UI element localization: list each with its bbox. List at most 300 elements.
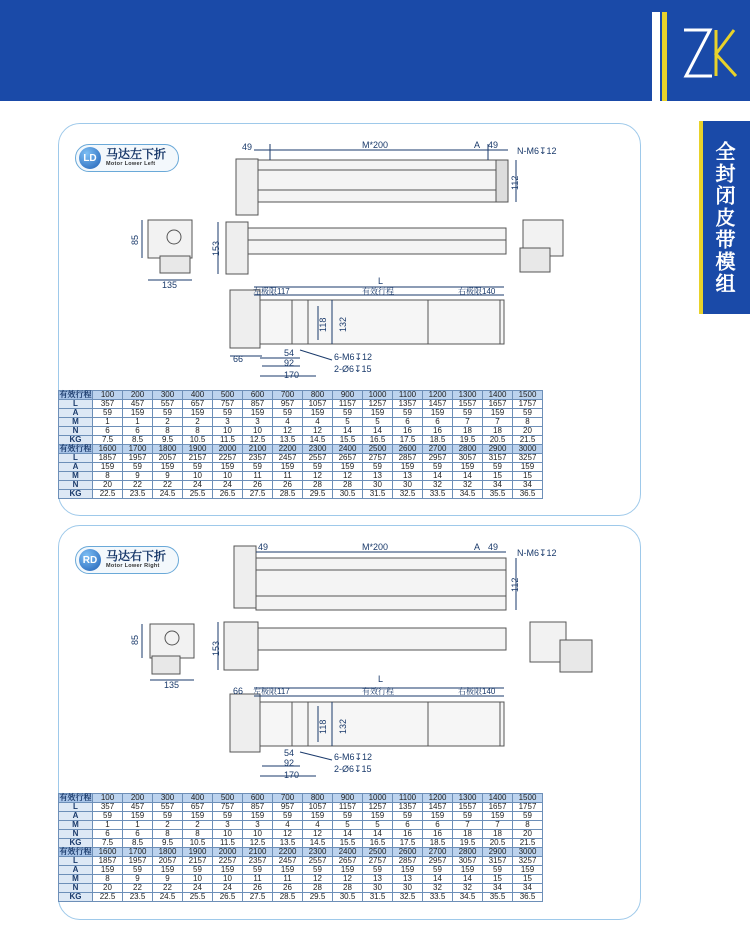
- table-cell: 11: [243, 875, 273, 884]
- table-cell: 1857: [93, 857, 123, 866]
- table-cell: 6: [423, 821, 453, 830]
- table-cell: 2857: [393, 454, 423, 463]
- table-cell: 10: [213, 830, 243, 839]
- table-cell: 28: [333, 481, 363, 490]
- table-cell: 7: [483, 418, 513, 427]
- table-cell: 15: [513, 472, 543, 481]
- table-cell: 13: [363, 472, 393, 481]
- row-label: M: [59, 472, 93, 481]
- table-cell: 2957: [423, 857, 453, 866]
- table-cell: 59: [153, 812, 183, 821]
- table-cell: 26: [243, 884, 273, 893]
- table-cell: 24: [183, 884, 213, 893]
- table-cell: 10: [183, 875, 213, 884]
- table-cell: 159: [363, 812, 393, 821]
- table-cell: 1800: [153, 848, 183, 857]
- table-cell: 28: [303, 884, 333, 893]
- table-cell: 657: [183, 803, 213, 812]
- table-cell: 59: [153, 409, 183, 418]
- table-cell: 18.5: [423, 839, 453, 848]
- table-cell: 11: [273, 472, 303, 481]
- table-cell: 159: [483, 409, 513, 418]
- dim-170: 170: [284, 370, 300, 380]
- table-cell: 2957: [423, 454, 453, 463]
- table-cell: 24.5: [153, 490, 183, 499]
- table-cell: 20.5: [483, 839, 513, 848]
- table-cell: 22.5: [93, 490, 123, 499]
- row-label: N: [59, 830, 93, 839]
- table-cell: 2100: [243, 445, 273, 454]
- table-cell: 1600: [93, 848, 123, 857]
- table-cell: 700: [273, 391, 303, 400]
- table-cell: 59: [183, 463, 213, 472]
- table-cell: 12.5: [243, 839, 273, 848]
- table-cell: 700: [273, 794, 303, 803]
- table-cell: 457: [123, 803, 153, 812]
- table-cell: 100: [93, 391, 123, 400]
- table-cell: 14: [453, 472, 483, 481]
- table-cell: 34: [513, 481, 543, 490]
- table-cell: 2257: [213, 454, 243, 463]
- dim-effective-stroke: 有效行程: [362, 687, 394, 696]
- table-cell: 2300: [303, 848, 333, 857]
- table-cell: 16: [393, 830, 423, 839]
- table-cell: 33.5: [423, 490, 453, 499]
- table-cell: 8: [183, 830, 213, 839]
- table-cell: 2800: [453, 445, 483, 454]
- table-cell: 400: [183, 391, 213, 400]
- table-cell: 1257: [363, 803, 393, 812]
- table-cell: 600: [243, 794, 273, 803]
- table-cell: 5: [333, 821, 363, 830]
- table-cell: 22: [123, 481, 153, 490]
- table-cell: 2057: [153, 454, 183, 463]
- table-cell: 16.5: [363, 839, 393, 848]
- table-cell: 24: [213, 481, 243, 490]
- dim-a: A: [474, 140, 481, 150]
- table-cell: 13: [393, 875, 423, 884]
- table-cell: 2900: [483, 445, 513, 454]
- table-cell: 14: [423, 875, 453, 884]
- table-cell: 12: [273, 427, 303, 436]
- model-code: RD: [79, 549, 101, 571]
- table-cell: 9.5: [153, 436, 183, 445]
- table-cell: 3: [213, 821, 243, 830]
- dim-132: 132: [338, 316, 348, 332]
- dim-118: 118: [318, 719, 328, 734]
- table-cell: 59: [213, 812, 243, 821]
- table-cell: 857: [243, 400, 273, 409]
- table-cell: 25.5: [183, 490, 213, 499]
- table-cell: 1657: [483, 803, 513, 812]
- table-cell: 17.5: [393, 436, 423, 445]
- table-cell: 1: [93, 418, 123, 427]
- table-cell: 200: [123, 794, 153, 803]
- table-cell: 7.5: [93, 436, 123, 445]
- table-cell: 500: [213, 391, 243, 400]
- table-cell: 14: [363, 427, 393, 436]
- table-cell: 13: [363, 875, 393, 884]
- dim-left-limit: 左极限117: [253, 287, 290, 296]
- dim-holes-top: N-M6↧12: [517, 548, 557, 558]
- table-cell: 2357: [243, 454, 273, 463]
- table-cell: 4: [273, 821, 303, 830]
- table-cell: 9: [123, 875, 153, 884]
- row-label: M: [59, 418, 93, 427]
- row-label: L: [59, 857, 93, 866]
- table-cell: 757: [213, 400, 243, 409]
- row-label: M: [59, 821, 93, 830]
- table-cell: 30: [363, 884, 393, 893]
- table-cell: 3057: [453, 857, 483, 866]
- table-cell: 1757: [513, 400, 543, 409]
- table-cell: 2700: [423, 848, 453, 857]
- table-cell: 2500: [363, 848, 393, 857]
- dim-54: 54: [284, 748, 295, 758]
- table-cell: 7: [453, 821, 483, 830]
- table-cell: 2157: [183, 857, 213, 866]
- table-cell: 3257: [513, 857, 543, 866]
- table-cell: 14: [333, 830, 363, 839]
- table-cell: 159: [243, 812, 273, 821]
- table-cell: 2400: [333, 445, 363, 454]
- table-cell: 6: [423, 418, 453, 427]
- table-cell: 1: [123, 821, 153, 830]
- table-cell: 1100: [393, 794, 423, 803]
- row-label: L: [59, 400, 93, 409]
- table-cell: 4: [303, 418, 333, 427]
- table-cell: 15.5: [333, 436, 363, 445]
- dim-hole-dia6: 2-Ø6↧15: [334, 364, 372, 374]
- row-label: 有效行程: [59, 793, 92, 802]
- dim-118: 118: [318, 317, 328, 332]
- table-cell: 59: [393, 409, 423, 418]
- table-cell: 10.5: [183, 839, 213, 848]
- table-cell: 18: [483, 830, 513, 839]
- table-cell: 59: [453, 409, 483, 418]
- table-cell: 13: [393, 472, 423, 481]
- table-cell: 159: [363, 409, 393, 418]
- table-cell: 59: [483, 463, 513, 472]
- table-cell: 59: [333, 812, 363, 821]
- table-cell: 32: [423, 481, 453, 490]
- row-label: N: [59, 427, 93, 436]
- dim-holes-top: N-M6↧12: [517, 146, 557, 156]
- table-cell: 7: [483, 821, 513, 830]
- table-cell: 12: [303, 875, 333, 884]
- table-cell: 1200: [423, 794, 453, 803]
- table-cell: 2257: [213, 857, 243, 866]
- table-cell: 12.5: [243, 436, 273, 445]
- table-cell: 11.5: [213, 839, 243, 848]
- table-cell: 2557: [303, 454, 333, 463]
- table-cell: 59: [93, 409, 123, 418]
- table-cell: 2: [183, 418, 213, 427]
- table-cell: 3: [243, 821, 273, 830]
- table-cell: 34: [483, 884, 513, 893]
- table-cell: 1557: [453, 400, 483, 409]
- table-cell: 5: [363, 418, 393, 427]
- row-label: L: [59, 803, 93, 812]
- table-cell: 28.5: [273, 490, 303, 499]
- table-cell: 1500: [513, 391, 543, 400]
- dim-L: L: [378, 674, 384, 684]
- table-cell: 5: [363, 821, 393, 830]
- table-cell: 13.5: [273, 839, 303, 848]
- table-cell: 32: [453, 884, 483, 893]
- table-cell: 1300: [453, 391, 483, 400]
- table-cell: 14: [423, 472, 453, 481]
- table-cell: 14: [453, 875, 483, 884]
- table-cell: 159: [123, 812, 153, 821]
- table-cell: 1357: [393, 803, 423, 812]
- table-cell: 59: [453, 812, 483, 821]
- model-subtitle: Motor Lower Left: [106, 161, 156, 168]
- table-cell: 30.5: [333, 490, 363, 499]
- table-cell: 28.5: [273, 893, 303, 902]
- table-cell: 59: [243, 866, 273, 875]
- model-code: LD: [79, 147, 101, 169]
- table-cell: 900: [333, 391, 363, 400]
- table-cell: 10.5: [183, 436, 213, 445]
- table-cell: 34: [483, 481, 513, 490]
- table-cell: 14.5: [303, 839, 333, 848]
- table-cell: 15.5: [333, 839, 363, 848]
- table-cell: 17.5: [393, 839, 423, 848]
- table-cell: 22: [123, 884, 153, 893]
- table-cell: 31.5: [363, 490, 393, 499]
- table-cell: 2157: [183, 454, 213, 463]
- table-cell: 1400: [483, 391, 513, 400]
- table-cell: 4: [303, 821, 333, 830]
- table-cell: 19.5: [453, 839, 483, 848]
- table-cell: 18.5: [423, 436, 453, 445]
- table-cell: 59: [273, 812, 303, 821]
- table-cell: 159: [213, 866, 243, 875]
- table-cell: 800: [303, 794, 333, 803]
- dim-132: 132: [338, 718, 348, 734]
- dim-a: A: [474, 542, 481, 552]
- table-cell: 12: [303, 472, 333, 481]
- table-cell: 657: [183, 400, 213, 409]
- dim-hole-m6: 6-M6↧12: [334, 752, 373, 762]
- table-cell: 159: [243, 409, 273, 418]
- dim-L: L: [378, 276, 384, 286]
- table-cell: 20: [513, 427, 543, 436]
- dim-pitch: M*200: [362, 140, 389, 150]
- table-cell: 159: [213, 463, 243, 472]
- table-cell: 100: [93, 794, 123, 803]
- table-cell: 5: [333, 418, 363, 427]
- dim-pitch: M*200: [362, 542, 389, 552]
- table-cell: 15: [513, 875, 543, 884]
- table-cell: 2357: [243, 857, 273, 866]
- table-cell: 1700: [123, 445, 153, 454]
- table-cell: 26.5: [213, 490, 243, 499]
- dim-92: 92: [284, 358, 295, 368]
- table-cell: 18: [453, 830, 483, 839]
- table-cell: 32.5: [393, 490, 423, 499]
- table-cell: 159: [123, 409, 153, 418]
- table-cell: 3157: [483, 857, 513, 866]
- table-cell: 159: [303, 812, 333, 821]
- table-cell: 8: [153, 830, 183, 839]
- table-cell: 31.5: [363, 893, 393, 902]
- model-subtitle: Motor Lower Right: [106, 563, 160, 570]
- table-cell: 21.5: [513, 839, 543, 848]
- dim-effective-stroke: 有效行程: [362, 287, 394, 296]
- row-label: M: [59, 875, 93, 884]
- table-cell: 29.5: [303, 893, 333, 902]
- row-label: KG: [59, 839, 93, 848]
- table-cell: 1757: [513, 803, 543, 812]
- table-cell: 12: [303, 427, 333, 436]
- table-cell: 7.5: [93, 839, 123, 848]
- table-cell: 1000: [363, 391, 393, 400]
- table-cell: 3000: [513, 445, 543, 454]
- table-cell: 4: [273, 418, 303, 427]
- table-cell: 59: [393, 812, 423, 821]
- table-cell: 18: [453, 427, 483, 436]
- table-cell: 1857: [93, 454, 123, 463]
- row-label: KG: [59, 436, 93, 445]
- table-cell: 8: [93, 472, 123, 481]
- table-cell: 357: [93, 400, 123, 409]
- table-cell: 12: [303, 830, 333, 839]
- table-cell: 8: [153, 427, 183, 436]
- table-cell: 2600: [393, 445, 423, 454]
- table-cell: 2600: [393, 848, 423, 857]
- table-cell: 1300: [453, 794, 483, 803]
- table-cell: 9: [123, 472, 153, 481]
- dim-49-right: 49: [488, 140, 499, 150]
- table-cell: 1700: [123, 848, 153, 857]
- table-cell: 59: [243, 463, 273, 472]
- table-cell: 1600: [93, 445, 123, 454]
- table-cell: 2757: [363, 857, 393, 866]
- table-cell: 35.5: [483, 893, 513, 902]
- model-title: 马达右下折: [106, 549, 167, 564]
- table-cell: 24: [213, 884, 243, 893]
- table-cell: 59: [363, 463, 393, 472]
- table-cell: 159: [183, 812, 213, 821]
- table-cell: 2557: [303, 857, 333, 866]
- table-cell: 11.5: [213, 436, 243, 445]
- table-cell: 14: [363, 830, 393, 839]
- table-cell: 16: [393, 427, 423, 436]
- table-cell: 159: [513, 866, 543, 875]
- dim-49-left: 49: [242, 142, 253, 152]
- table-cell: 1000: [363, 794, 393, 803]
- table-cell: 18: [483, 427, 513, 436]
- table-cell: 59: [123, 866, 153, 875]
- dim-49-right: 49: [488, 542, 499, 552]
- dim-hole-m6: 6-M6↧12: [334, 352, 373, 362]
- table-cell: 11: [243, 472, 273, 481]
- table-cell: 26: [273, 481, 303, 490]
- table-cell: 159: [513, 463, 543, 472]
- table-cell: 23.5: [123, 893, 153, 902]
- table-cell: 7: [453, 418, 483, 427]
- table-cell: 600: [243, 391, 273, 400]
- table-cell: 159: [153, 866, 183, 875]
- table-cell: 1500: [513, 794, 543, 803]
- table-cell: 159: [453, 463, 483, 472]
- table-cell: 59: [423, 866, 453, 875]
- table-cell: 2100: [243, 848, 273, 857]
- table-cell: 1: [123, 418, 153, 427]
- table-cell: 29.5: [303, 490, 333, 499]
- table-cell: 14.5: [303, 436, 333, 445]
- table-cell: 159: [483, 812, 513, 821]
- table-cell: 34: [513, 884, 543, 893]
- table-cell: 10: [243, 427, 273, 436]
- table-cell: 1457: [423, 803, 453, 812]
- table-cell: 28: [333, 884, 363, 893]
- table-cell: 30.5: [333, 893, 363, 902]
- table-cell: 2000: [213, 848, 243, 857]
- row-label: A: [59, 866, 93, 875]
- table-cell: 2657: [333, 857, 363, 866]
- table-cell: 857: [243, 803, 273, 812]
- dim-85: 85: [130, 634, 140, 645]
- table-cell: 16: [423, 427, 453, 436]
- dim-92: 92: [284, 758, 295, 768]
- table-cell: 159: [423, 812, 453, 821]
- table-cell: 557: [153, 803, 183, 812]
- table-cell: 24.5: [153, 893, 183, 902]
- table-cell: 8.5: [123, 436, 153, 445]
- table-cell: 1057: [303, 400, 333, 409]
- table-cell: 1900: [183, 848, 213, 857]
- table-cell: 59: [513, 812, 543, 821]
- table-cell: 14: [333, 427, 363, 436]
- table-cell: 1057: [303, 803, 333, 812]
- table-cell: 59: [333, 409, 363, 418]
- table-cell: 26.5: [213, 893, 243, 902]
- table-cell: 300: [153, 391, 183, 400]
- table-cell: 27.5: [243, 893, 273, 902]
- table-cell: 1: [93, 821, 123, 830]
- table-cell: 757: [213, 803, 243, 812]
- table-cell: 8.5: [123, 839, 153, 848]
- table-cell: 9: [153, 875, 183, 884]
- table-cell: 3000: [513, 848, 543, 857]
- dim-left-limit: 左极限117: [253, 687, 290, 696]
- table-cell: 3057: [453, 454, 483, 463]
- table-cell: 957: [273, 803, 303, 812]
- table-cell: 1457: [423, 400, 453, 409]
- row-label: N: [59, 884, 93, 893]
- table-cell: 3257: [513, 454, 543, 463]
- table-cell: 16.5: [363, 436, 393, 445]
- table-cell: 159: [453, 866, 483, 875]
- table-cell: 8: [513, 418, 543, 427]
- table-cell: 59: [213, 409, 243, 418]
- table-cell: 1400: [483, 794, 513, 803]
- table-cell: 59: [303, 463, 333, 472]
- dim-153: 153: [211, 640, 221, 656]
- table-cell: 2057: [153, 857, 183, 866]
- table-cell: 10: [183, 472, 213, 481]
- table-cell: 6: [93, 830, 123, 839]
- table-cell: 1800: [153, 445, 183, 454]
- table-cell: 457: [123, 400, 153, 409]
- row-label: 有效行程: [59, 444, 92, 453]
- table-cell: 10: [213, 875, 243, 884]
- table-cell: 36.5: [513, 893, 543, 902]
- row-label: KG: [59, 893, 93, 902]
